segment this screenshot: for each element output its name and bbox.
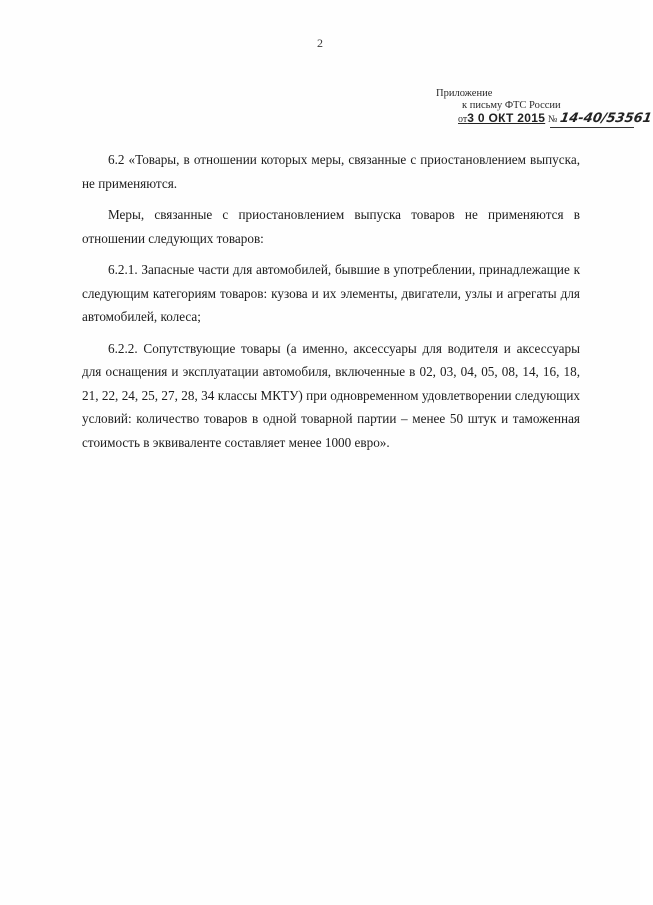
paragraph-measures-intro: Меры, связанные с приостановлением выпуска товаров не применяются в отношении следующих товаров:	[82, 207, 580, 246]
attachment-letter-ref: к письму ФТС России	[462, 100, 561, 112]
attachment-title: Приложение	[436, 88, 493, 99]
number-sign: №	[547, 114, 558, 126]
page-number: 2	[317, 36, 323, 50]
attachment-header	[430, 88, 653, 127]
letter-date-stamp: 3 0 ОКТ 2015	[467, 111, 546, 126]
paragraph-6-2-2: 6.2.2. Сопутствующие товары (а именно, аксессуары для водителя и аксессуары для оснащения и эксплуатации автомобиля, включенные в 02, 03, 04, 05, 08, 14, 16, 18, 21, 22, 24, 25, 27, 28, 34 классы МКТУ) при одновременном удовлетворении следующих условий: количество товаров в одной товарной партии – менее 50 штук и таможенная стоимость в эквиваленте составляет менее 1000 евро».	[82, 340, 580, 450]
handwritten-reg-number: 14-40/53561	[558, 111, 653, 127]
attachment-date-number	[458, 111, 653, 127]
paragraph-6-2-1: 6.2.1. Запасные части для автомобилей, бывшие в употреблении, принадлежащие к следующим категориям товаров: кузова и их элементы, двигатели, узлы и агрегаты для автомобилей, колеса;	[82, 262, 580, 324]
paragraph-6-2-title: 6.2 «Товары, в отношении которых меры, связанные с приостановлением выпуска, не применяются.	[82, 152, 580, 191]
document-body	[82, 148, 580, 454]
date-prefix: от	[458, 114, 468, 126]
reg-number-underline	[550, 127, 634, 128]
